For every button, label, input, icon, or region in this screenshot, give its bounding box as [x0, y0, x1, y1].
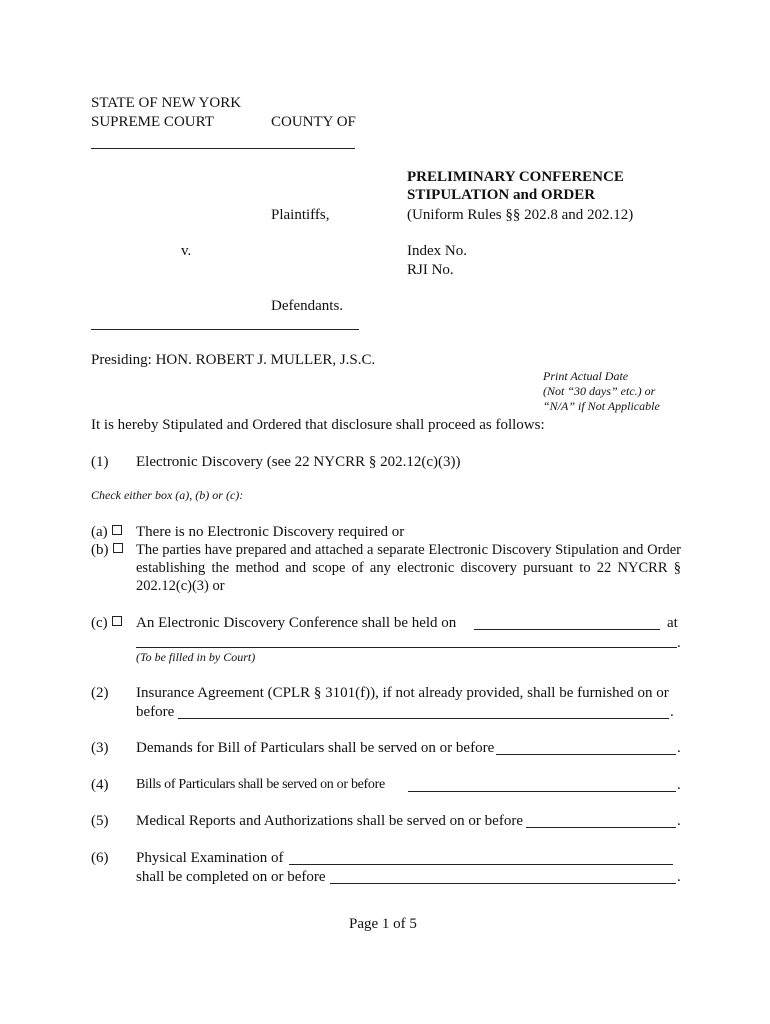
item-4-text: Bills of Particulars shall be served on or before	[136, 777, 385, 792]
item-2-period: .	[670, 704, 674, 720]
document-title-line2: STIPULATION and ORDER	[407, 187, 596, 203]
date-note-line3: “N/A” if Not Applicable	[543, 399, 660, 413]
county-heading: COUNTY OF	[271, 114, 356, 130]
item-6-number: (6)	[91, 850, 109, 866]
item-2-text: Insurance Agreement (CPLR § 3101(f)), if not already provided, shall be furnished on or	[136, 685, 669, 701]
conference-time-line[interactable]	[136, 647, 677, 648]
caption-bottom-rule	[91, 329, 359, 330]
item-5-number: (5)	[91, 813, 109, 829]
item-1-number: (1)	[91, 454, 109, 470]
option-a-text: There is no Electronic Discovery required or	[136, 524, 405, 540]
intro-statement: It is hereby Stipulated and Ordered that disclosure shall proceed as follows:	[91, 417, 545, 433]
date-note-line1: Print Actual Date	[543, 369, 629, 383]
item-3-text: Demands for Bill of Particulars shall be served on or before	[136, 740, 495, 756]
item-3-period: .	[677, 740, 681, 756]
option-b-text: The parties have prepared and attached a separate Electronic Discovery Stipulation and Order establishing the method and scope of any electronic discovery pursuant to 22 NYCRR § 202.12(c)(3) or	[136, 542, 681, 594]
state-heading: STATE OF NEW YORK	[91, 95, 242, 111]
demands-date-line[interactable]	[496, 754, 676, 755]
court-fill-note: (To be filled in by Court)	[136, 650, 256, 664]
item-6-text-completed: shall be completed on or before	[136, 869, 326, 885]
index-number-label: Index No.	[407, 243, 467, 259]
check-box-instruction: Check either box (a), (b) or (c):	[91, 488, 244, 502]
option-b-label: (b)	[91, 542, 109, 558]
item-2-text-before: before	[136, 704, 175, 720]
item-5-text: Medical Reports and Authorizations shall be served on or before	[136, 813, 523, 829]
item-3-number: (3)	[91, 740, 109, 756]
uniform-rules-citation: (Uniform Rules §§ 202.8 and 202.12)	[407, 207, 634, 223]
medical-date-line[interactable]	[526, 827, 676, 828]
option-c-at: at	[667, 615, 678, 631]
option-c-label: (c)	[91, 615, 108, 631]
bills-date-line[interactable]	[408, 791, 676, 792]
caption-top-rule	[91, 148, 355, 149]
item-4-number: (4)	[91, 777, 109, 793]
document-title-line1: PRELIMINARY CONFERENCE	[407, 169, 624, 185]
rji-number-label: RJI No.	[407, 262, 454, 278]
option-b-checkbox[interactable]	[113, 543, 123, 553]
page-number: Page 1 of 5	[349, 916, 417, 932]
option-a-label: (a)	[91, 524, 108, 540]
item-6-period: .	[677, 869, 681, 885]
option-a-checkbox[interactable]	[112, 525, 122, 535]
option-c-text: An Electronic Discovery Conference shall be held on	[136, 615, 457, 631]
conference-date-line[interactable]	[474, 629, 660, 630]
presiding-judge: Presiding: HON. ROBERT J. MULLER, J.S.C.	[91, 352, 376, 368]
item-1-text: Electronic Discovery (see 22 NYCRR § 202.12(c)(3))	[136, 454, 461, 470]
option-c-period: .	[677, 635, 681, 651]
insurance-date-line[interactable]	[178, 718, 669, 719]
item-5-period: .	[677, 813, 681, 829]
defendants-label: Defendants.	[271, 298, 344, 314]
option-a-label-row	[91, 523, 122, 541]
item-6-text: Physical Examination of	[136, 850, 284, 866]
date-note-line2: (Not “30 days” etc.) or	[543, 384, 656, 398]
plaintiffs-label: Plaintiffs,	[271, 207, 330, 223]
court-heading: SUPREME COURT	[91, 114, 214, 130]
option-c-label-row	[91, 614, 122, 632]
item-2-number: (2)	[91, 685, 109, 701]
physical-exam-date-line[interactable]	[330, 883, 676, 884]
option-b-label-row	[91, 541, 123, 559]
item-4-period: .	[677, 777, 681, 793]
physical-exam-party-line[interactable]	[289, 864, 673, 865]
option-c-checkbox[interactable]	[112, 616, 122, 626]
versus-label: v.	[181, 243, 192, 259]
